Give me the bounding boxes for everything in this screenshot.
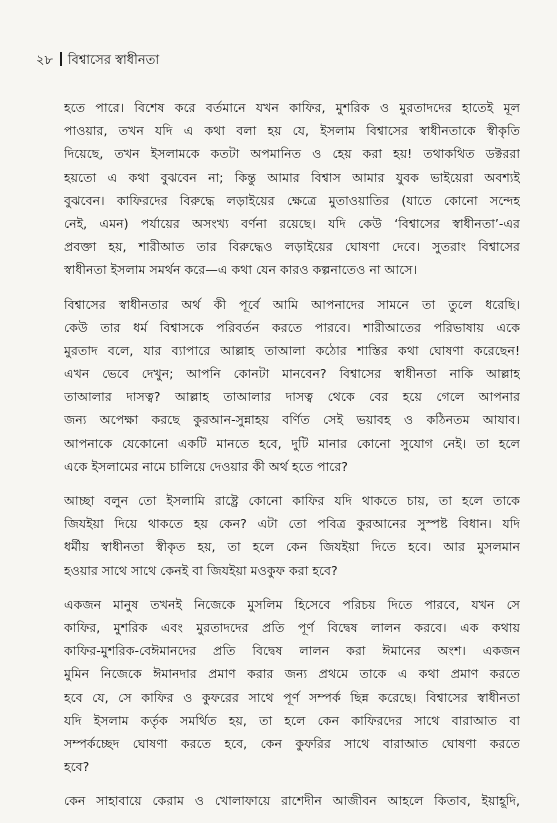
text-line: নেই, এমন) পর্যায়ের অসংখ্য বর্ণনা রয়েছে। যদি কেউ ‘বিশ্বাসের স্বাধীনতা’-এর — [64, 215, 520, 231]
text-line: ধর্মীয় স্বাধীনতা স্বীকৃত হয়, তা হলে কেন জিযইয়া দিতে হবে। আর মুসলমান — [64, 539, 520, 555]
text-line: বিশ্বাসের স্বাধীনতার অর্থ কী পূর্বে আমি আপনাদের সামনে তা তুলে ধরেছি। — [64, 296, 520, 312]
text-line: হয়তো এ কথা বুঝবেন না; কিন্তু আমার বিশ্বাস আমার যুবক ভাইয়েরা অবশ্যই — [64, 169, 520, 185]
text-line: কাফির-মুশরিক-বেঈমানদের প্রতি বিদ্বেষ লালন করা ঈমানের অংশ। একজন — [64, 643, 520, 659]
text-line: পাওয়ার, তখন যদি এ কথা বলা হয় যে, ইসলাম বিশ্বাসের স্বাধীনতাকে স্বীকৃতি — [64, 123, 520, 139]
text-line: মুমিন নিজেকে ঈমানদার প্রমাণ করার জন্য প্রথমে তাকে এ কথা প্রমাণ করতে — [64, 666, 520, 682]
text-line: প্রবক্তা হয়, শারীআত তার বিরুদ্ধেও লড়াইয়ের ঘোষণা দেবে। সুতরাং বিশ্বাসের — [64, 239, 520, 255]
text-line: আপনাকে যেকোনো একটি মানতে হবে, দুটি মানার কোনো সুযোগ নেই। তা হলে — [64, 435, 520, 451]
text-line: আচ্ছা বলুন তো ইসলামি রাষ্ট্রে কোনো কাফির যদি থাকতে চায়, তা হলে তাকে — [64, 493, 520, 508]
text-line: বুঝবেন। কাফিরদের বিরুদ্ধে লড়াইয়ের ক্ষেত্রে মুতাওয়াতির (যাতে কোনো সন্দেহ — [64, 192, 520, 208]
running-header — [36, 52, 159, 70]
text-line: তাআলার দাসত্ব? আল্লাহ তাআলার দাসত্ব থেকে বের হয়ে গেলে আপনার — [64, 389, 520, 405]
text-line: যদি ইসলাম কর্তৃক সমর্থিত হয়, তা হলে কেন কাফিরদের সাথে বারাআত বা — [64, 712, 520, 728]
paragraph — [64, 489, 520, 582]
page-number: ২৮ — [36, 53, 53, 68]
text-line: এখন ভেবে দেখুন; আপনি কোনটা মানবেন? বিশ্বাসের স্বাধীনতা নাকি আল্লাহ — [64, 366, 520, 382]
text-line: হওয়ার সাথে সাথে কেনই বা জিযইয়া মওকুফ করা হবে? — [64, 562, 338, 578]
text-line: দিয়েছে, তখন ইসলামকে কতটা অপমানিত ও হেয় করা হয়! তথাকথিত ডক্টররা — [64, 146, 520, 162]
paragraph — [64, 789, 520, 812]
text-line: জিযইয়া দিয়ে থাকতে হয় কেন? এটা তো পবিত্র কুরআনের সুস্পষ্ট বিধান। যদি — [64, 516, 520, 532]
text-line: একজন মানুষ তখনই নিজেকে মুসলিম হিসেবে পরিচয় দিতে পারবে, যখন সে — [64, 596, 520, 612]
paragraph — [64, 293, 520, 479]
page-body — [64, 96, 520, 823]
paragraph — [64, 593, 520, 779]
text-line: জন্য অপেক্ষা করছে কুরআন-সুন্নাহয় বর্ণিত সেই ভয়াবহ ও কঠিনতম আযাব। — [64, 412, 520, 428]
text-line: সম্পর্কচ্ছেদ ঘোষণা করতে হবে, কেন কুফরির সাথে বারাআত ঘোষণা করতে — [64, 735, 520, 751]
text-line: স্বাধীনতা ইসলাম সমর্থন করে—এ কথা যেন কারও কল্পনাতেও না আসে। — [64, 262, 418, 278]
text-line: একে ইসলামের নামে চালিয়ে দেওয়ার কী অর্থ হতে পারে? — [64, 458, 348, 474]
text-line: কেউ তার ধর্ম বিশ্বাসকে পরিবর্তন করতে পারবে। শারীআতের পরিভাষায় একে — [64, 319, 520, 335]
text-line: হতে পারে। বিশেষ করে বর্তমানে যখন কাফির, মুশরিক ও মুরতাদদের হাতেই মূল — [64, 100, 520, 115]
text-line: হবে যে, সে কাফির ও কুফরের সাথে পূর্ণ সম্পর্ক ছিন্ন করেছে। বিশ্বাসের স্বাধীনতা — [64, 689, 520, 705]
header-separator — [60, 52, 62, 66]
text-line: কাফির, মুশরিক এবং মুরতাদদের প্রতি পূর্ণ বিদ্বেষ লালন করবে। এক কথায় — [64, 619, 520, 635]
text-line: কেন সাহাবায়ে কেরাম ও খোলাফায়ে রাশেদীন আজীবন আহলে কিতাব, ইয়াহূদি, — [64, 793, 520, 809]
book-title: বিশ্বাসের স্বাধীনতা — [67, 53, 160, 68]
text-line: হবে? — [64, 759, 90, 775]
paragraph — [64, 96, 520, 282]
text-line: মুরতাদ বলে, যার ব্যাপারে আল্লাহ তাআলা কঠোর শাস্তির কথা ঘোষণা করেছেন! — [64, 342, 520, 358]
